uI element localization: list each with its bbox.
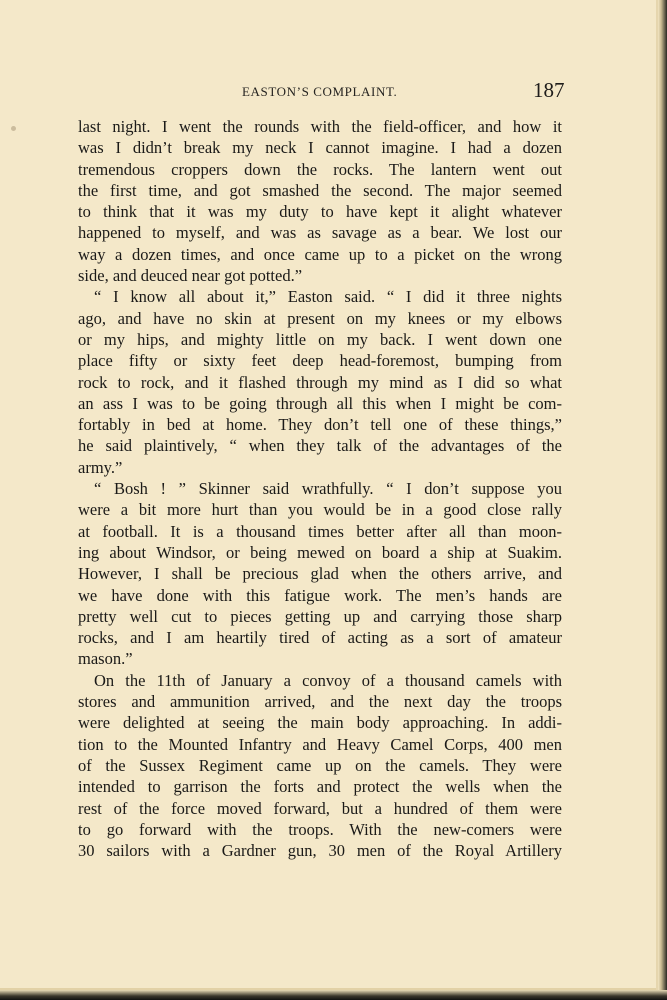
text-line: last night. I went the rounds with the field-officer, and how it [78, 117, 562, 136]
text-line: he said plaintively, “ when they talk of the advantages of the [78, 436, 562, 456]
text-line: an ass I was to be going through all this when I might be com- [78, 393, 562, 413]
text-line: way a dozen times, and once came up to a picket on the wrong [78, 244, 562, 264]
text-line: we have done with this fatigue work. The men’s hands are [78, 585, 562, 605]
text-line: “ I know all about it,” Easton said. “ I did it three nights [94, 287, 562, 307]
text-line: place fifty or sixty feet deep head-foremost, bumping from [78, 351, 562, 371]
text-line: stores and ammunition arrived, and the next day the troops [78, 692, 562, 712]
body-text [78, 116, 562, 861]
text-line: On the 11th of January a convoy of a thousand camels with [94, 670, 562, 690]
text-line: ing about Windsor, or being mewed on board a ship at Suakim. [78, 542, 562, 562]
text-line: were delighted at seeing the main body approaching. In addi- [78, 713, 562, 733]
text-line: side, and deuced near got potted.” [78, 266, 303, 286]
page-edge-right [658, 0, 667, 1000]
text-line: rocks, and I am heartily tired of acting as a sort of amateur [78, 628, 562, 648]
text-line: tremendous croppers down the rocks. The lantern went out [78, 159, 562, 179]
page-number: 187 [533, 78, 565, 102]
text-line: mason.” [78, 649, 133, 669]
text-line: However, I shall be precious glad when the others arrive, and [78, 564, 562, 584]
text-line: rest of the force moved forward, but a hundred of them were [78, 798, 562, 818]
text-line: tion to the Mounted Infantry and Heavy Camel Corps, 400 men [78, 734, 562, 754]
text-line: at football. It is a thousand times better after all than moon- [78, 521, 562, 541]
text-line: happened to myself, and was as savage as a bear. We lost our [78, 223, 562, 243]
text-line: “ Bosh ! ” Skinner said wrathfully. “ I don’t suppose you [94, 479, 562, 499]
text-line: or my hips, and mighty little on my back. I went down one [78, 329, 562, 349]
text-line: ago, and have no skin at present on my knees or my elbows [78, 308, 562, 328]
text-line: to think that it was my duty to have kept it alight whatever [78, 202, 562, 222]
page-edge-bottom [0, 990, 667, 1000]
text-line: rock to rock, and it flashed through my mind as I did so what [78, 372, 562, 392]
text-line: to go forward with the troops. With the new-comers were [78, 819, 562, 839]
text-line: fortably in bed at home. They don’t tell one of these things,” [78, 415, 562, 435]
running-head: EASTON’S COMPLAINT. [242, 84, 398, 99]
margin-speck [11, 126, 16, 131]
text-line: the first time, and got smashed the second. The major seemed [78, 180, 562, 200]
text-line: was I didn’t break my neck I cannot imagine. I had a dozen [78, 138, 562, 158]
page-header [0, 78, 658, 106]
text-line: intended to garrison the forts and protect the wells when the [78, 777, 562, 797]
text-line: army.” [78, 457, 123, 477]
text-line: pretty well cut to pieces getting up and carrying those sharp [78, 606, 562, 626]
text-line: of the Sussex Regiment came up on the camels. They were [78, 755, 562, 775]
text-line: were a bit more hurt than you would be in a good close rally [78, 500, 562, 520]
text-line: 30 sailors with a Gardner gun, 30 men of the Royal Artillery [78, 841, 562, 861]
